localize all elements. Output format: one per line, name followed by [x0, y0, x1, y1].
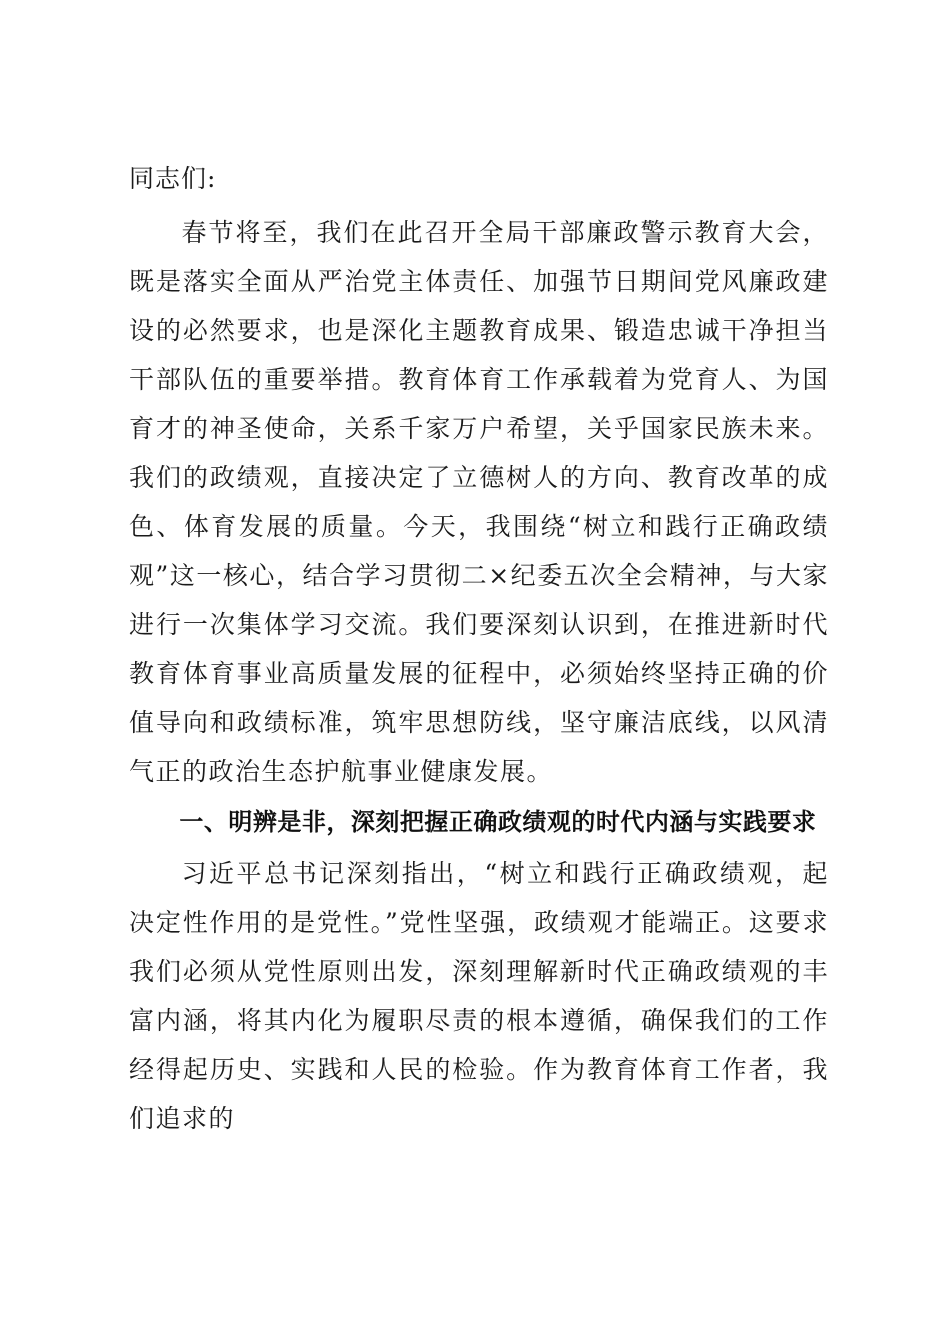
paragraph-opening: 春节将至，我们在此召开全局干部廉政警示教育大会，既是落实全面从严治党主体责任、加强节日期间党风廉政建设的必然要求，也是深化主题教育成果、锻造忠诚干净担当干部队伍的重要举措。教育体育工作承载着为党育人、为国育才的神圣使命，关系千家万户希望，关乎国家民族未来。我们的政绩观，直接决定了立德树人的方向、教育改革的成色、体育发展的质量。今天，我围绕“树立和践行正确政绩观”这一核心，结合学习贯彻二×纪委五次全会精神，与大家进行一次集体学习交流。我们要深刻认识到，在推进新时代教育体育事业高质量发展的征程中，必须始终坚持正确的价值导向和政绩标准，筑牢思想防线，坚守廉洁底线，以风清气正的政治生态护航事业健康发展。: [129, 218, 829, 786]
paragraph-section-1: 习近平总书记深刻指出，“树立和践行正确政绩观，起决定性作用的是党性。”党性坚强，政绩观才能端正。这要求我们必须从党性原则出发，深刻理解新时代正确政绩观的丰富内涵，将其内化为履职尽责的根本遵循，确保我们的工作经得起历史、实践和人民的检验。作为教育体育工作者，我们追求的: [129, 859, 829, 1133]
document-body: [129, 153, 829, 1143]
salutation: 同志们:: [129, 164, 217, 193]
section-heading-1: 一、明辨是非，深刻把握正确政绩观的时代内涵与实践要求: [179, 808, 817, 836]
